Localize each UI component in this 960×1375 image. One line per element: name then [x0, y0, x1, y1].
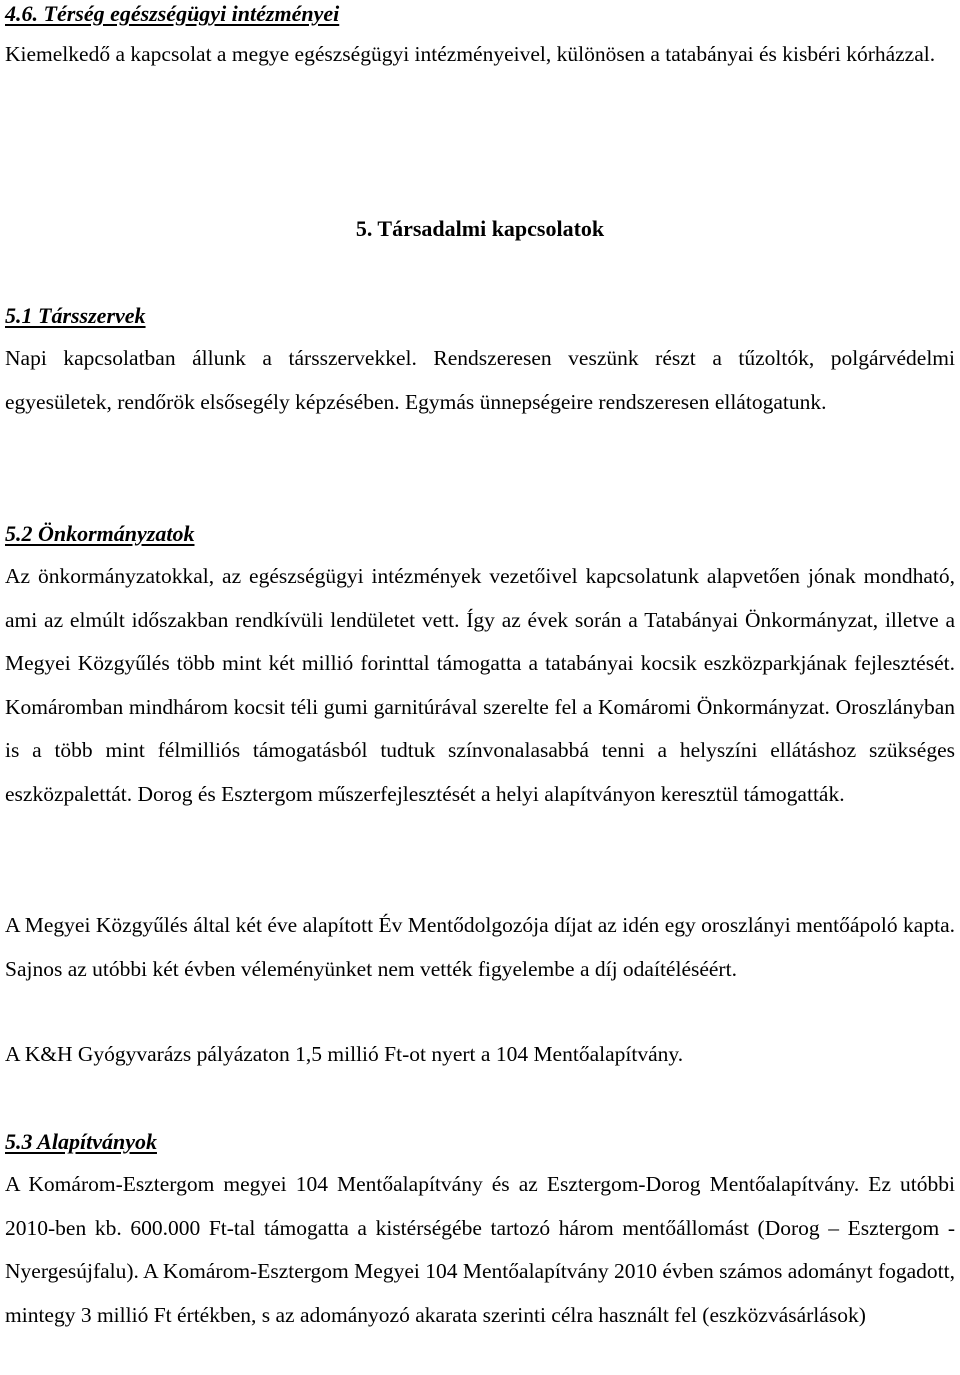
section-5-3-paragraph: A Komárom-Esztergom megyei 104 Mentőalapítvány és az Esztergom-Dorog Mentőalapítvány. Ez utóbbi 2010-ben kb. 600.000 Ft-tal támogatta a kistérségébe tartozó három mentőállomást (Dorog – Esztergom - Nyergesújfalu). A Komárom-Esztergom Megyei 104 Mentőalapítvány 2010 évben számos adományt fogadott, mintegy 3 millió Ft értékben, s az adományozó akarata szerinti célra használt fel (eszközvásárlások)	[5, 1172, 955, 1327]
chapter-5-heading-text: 5. Társadalmi kapcsolatok	[355, 216, 605, 241]
section-5-2-paragraph-1: Az önkormányzatokkal, az egészségügyi intézmények vezetőivel kapcsolatunk alapvetően jónak mondható, ami az elmúlt időszakban rendkívüli lendületet vett. Így az évek során a Tatabányai Önkormányzat, illetve a Megyei Közgyűlés több mint két millió forinttal támogatta a tatabányai kocsik eszközparkjának fejlesztését. Komáromban mindhárom kocsit téli gumi garnitúrával szerelte fel a Komáromi Önkormányzat. Oroszlányban is a több mint félmilliós támogatásból tudtuk színvonalasabbá tenni a helyszíni ellátáshoz szükséges eszközpalettát. Dorog és Esztergom műszerfejlesztését a helyi alapítványon keresztül támogatták.	[5, 564, 955, 806]
section-5-2-paragraph-2: A Megyei Közgyűlés által két éve alapított Év Mentődolgozója díjat az idén egy oroszlányi mentőápoló kapta. Sajnos az utóbbi két évben véleményünket nem vették figyelembe a díj odaítéléséért.	[5, 913, 955, 981]
section-5-2-paragraph-3: A K&H Gyógyvarázs pályázaton 1,5 millió Ft-ot nyert a 104 Mentőalapítvány.	[5, 1042, 684, 1066]
section-5-1-paragraph: Napi kapcsolatban állunk a társszervekkel. Rendszeresen veszünk részt a tűzoltók, polgárvédelmi egyesületek, rendőrök elsősegély képzésében. Egymás ünnepségeire rendszeresen ellátogatunk.	[5, 346, 955, 414]
section-5-2-heading: 5.2 Önkormányzatok	[5, 521, 195, 546]
section-4-6-paragraph: Kiemelkedő a kapcsolat a megye egészségügyi intézményeivel, különösen a tatabányai és kisbéri kórházzal.	[5, 42, 936, 66]
chapter-5-heading	[0, 207, 960, 251]
section-5-3-heading: 5.3 Alapítványok	[5, 1129, 157, 1154]
section-4-6-heading: 4.6. Térség egészségügyi intézményei	[5, 1, 340, 26]
section-5-1-heading: 5.1 Társszervek	[5, 303, 146, 328]
